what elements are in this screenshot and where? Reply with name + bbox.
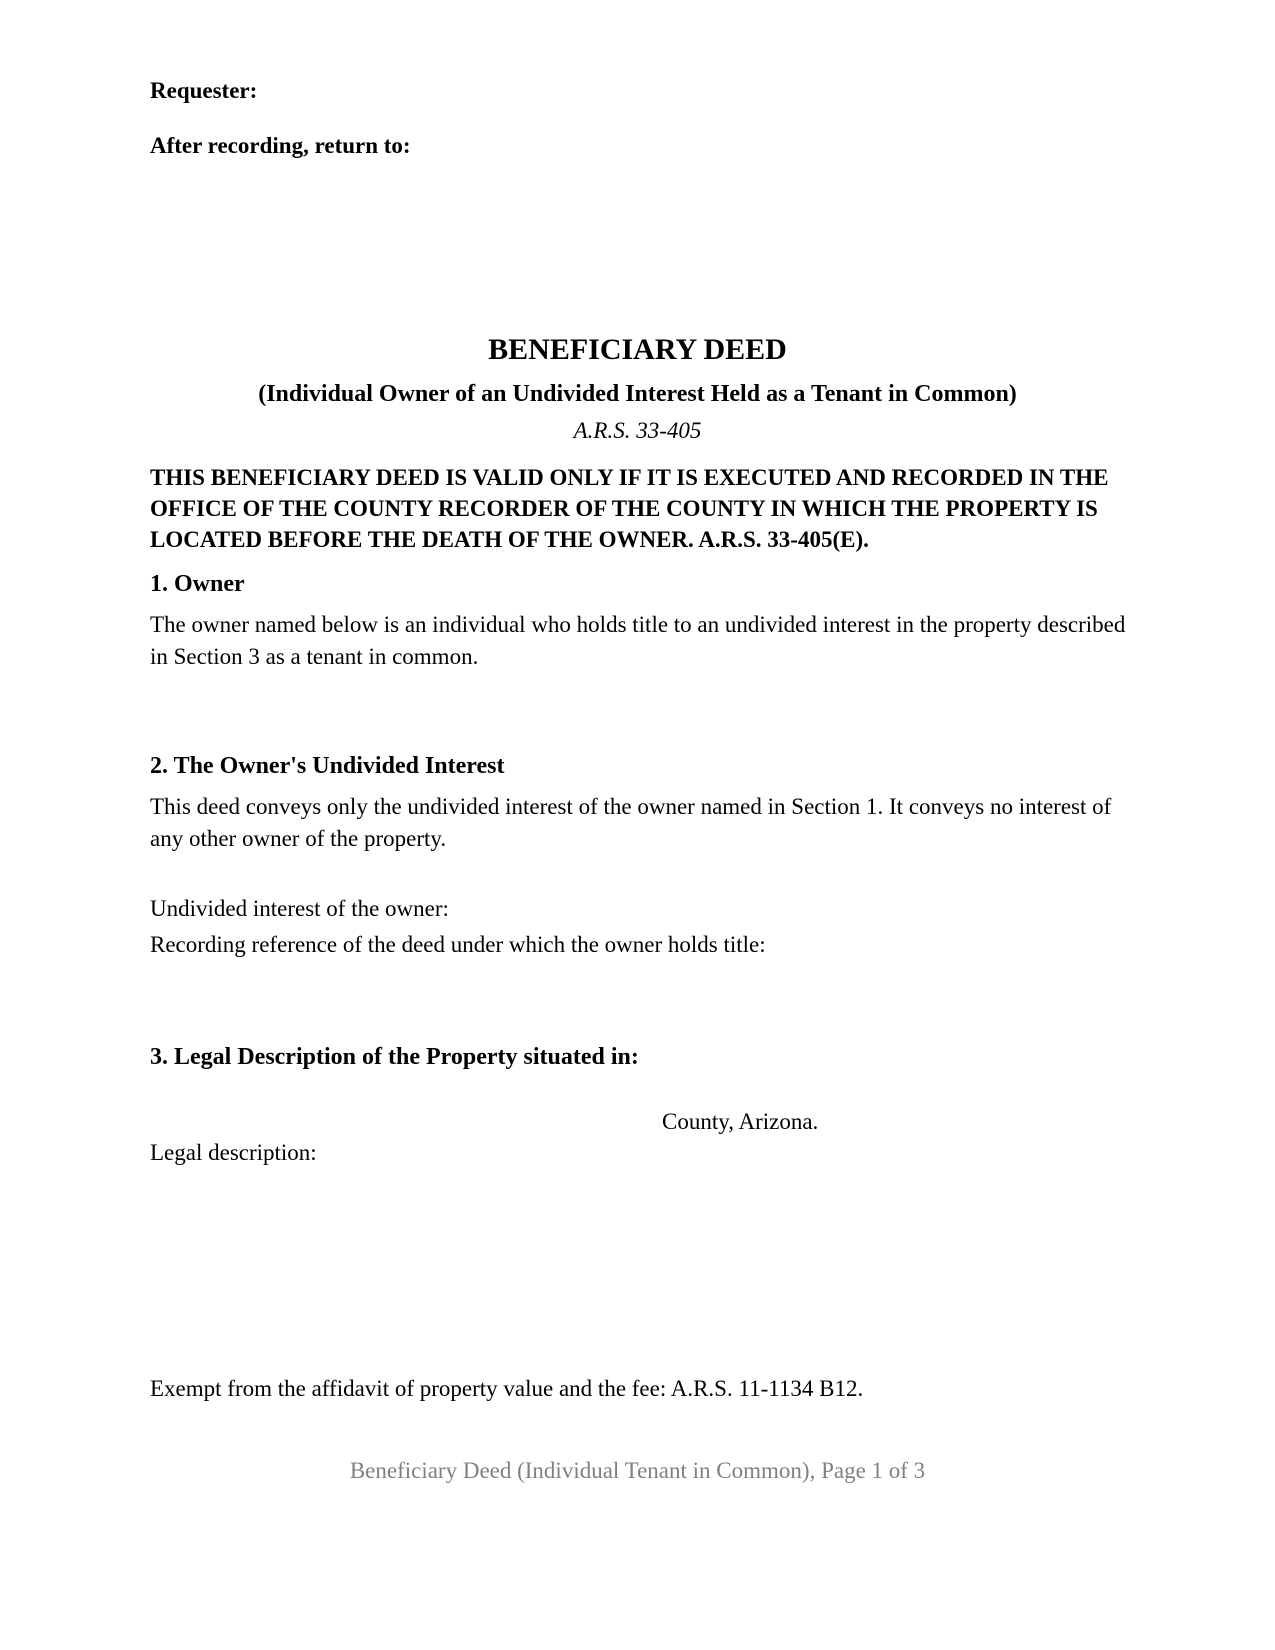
section-2-text: This deed conveys only the undivided interest of the owner named in Section 1. It conveys no interest of any other owner of the property. [150, 794, 1112, 851]
county-suffix: County, Arizona. [662, 1109, 819, 1134]
exemption-statement: Exempt from the affidavit of property value and the fee: A.R.S. 11-1134 B12. [150, 1376, 864, 1401]
section-3-heading: 3. Legal Description of the Property situated in: [150, 1044, 639, 1070]
undivided-interest-label: Undivided interest of the owner: [150, 896, 449, 921]
requester-label: Requester: [150, 78, 258, 103]
return-to-label: After recording, return to: [150, 133, 411, 158]
section-1-heading: 1. Owner [150, 571, 245, 597]
section-1-text: The owner named below is an individual who holds title to an undivided interest in the property described in Section 3 as a tenant in common. [150, 612, 1126, 669]
document-subtitle: (Individual Owner of an Undivided Interest Held as a Tenant in Common) [258, 381, 1017, 407]
document-title: BENEFICIARY DEED [488, 333, 787, 366]
section-2-heading: 2. The Owner's Undivided Interest [150, 753, 505, 779]
statute-reference: A.R.S. 33-405 [573, 418, 702, 443]
validity-warning: THIS BENEFICIARY DEED IS VALID ONLY IF IT IS EXECUTED AND RECORDED IN THE OFFICE OF THE COUNTY RECORDER OF THE COUNTY IN WHICH THE PROPERTY IS LOCATED BEFORE THE DEATH OF THE OWNER. A.R.S. 33-405(E). [150, 465, 1109, 552]
legal-description-label: Legal description: [150, 1140, 317, 1165]
page-footer: Beneficiary Deed (Individual Tenant in Common), Page 1 of 3 [349, 1458, 926, 1483]
recording-reference-label: Recording reference of the deed under which the owner holds title: [150, 932, 766, 957]
